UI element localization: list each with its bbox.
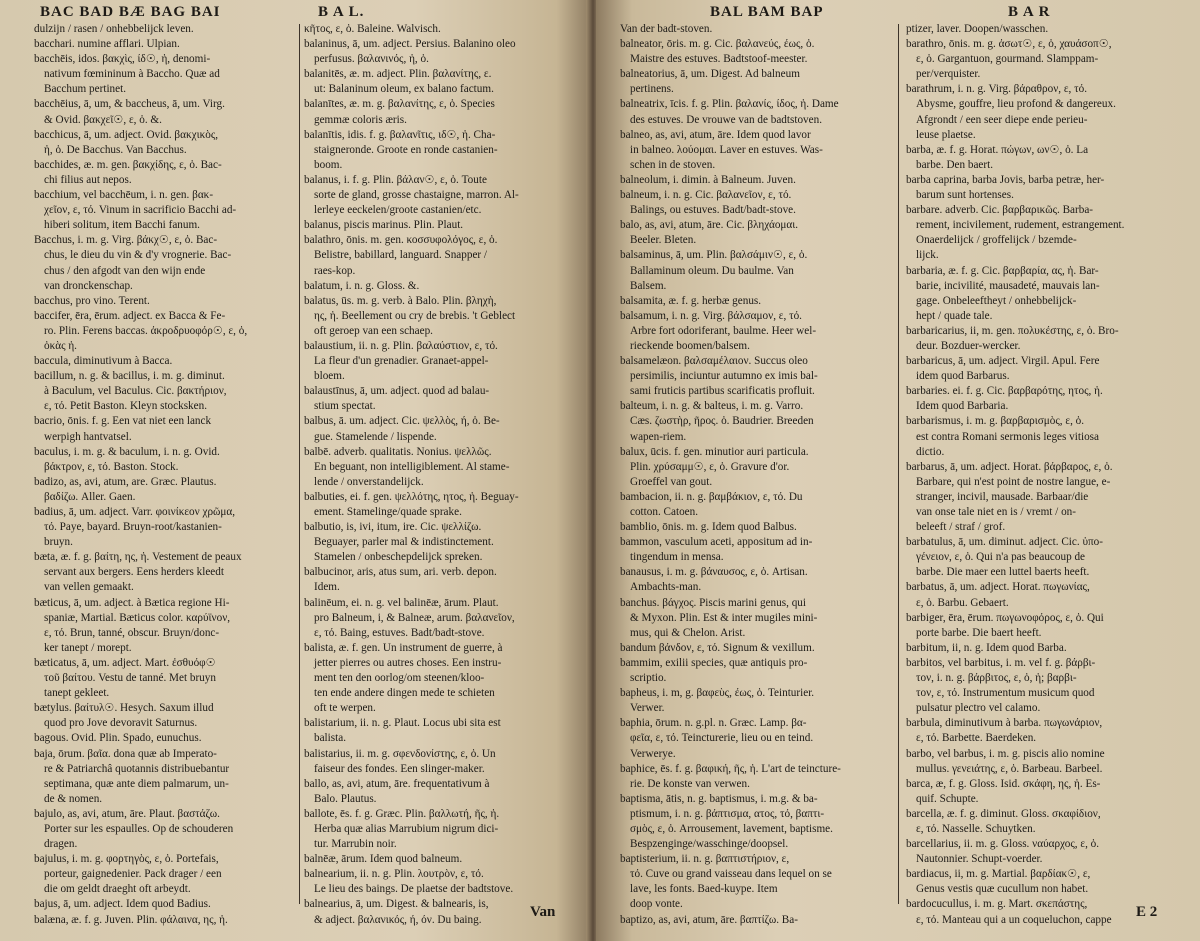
dictionary-line: balatum, i. n. g. Gloss. &.: [304, 279, 420, 292]
dictionary-line: barie, incivilité, mausadeté, mauvais lan-: [916, 279, 1100, 292]
dictionary-line: ement. Stamelinge/quade sprake.: [314, 506, 462, 518]
dictionary-line: balsamelæon. βαλσαμέλαιον. Succus oleo: [620, 355, 808, 368]
dictionary-line: bardocucullus, i. m. g. Mart. σκεπάστης,: [906, 898, 1088, 911]
dictionary-line: barbitos, vel barbitus, i. m. vel f. g. βάρβι-: [906, 656, 1096, 669]
dictionary-line: barbe. Die maer een luttel baerts heeft.: [916, 566, 1090, 579]
dictionary-line: En beguant, non intelligiblement. Al stame-: [314, 460, 510, 473]
dictionary-line: ε, τό. Manteau qui a un coqueluchon, cappe: [916, 913, 1112, 926]
dictionary-line: van dronckenschap.: [44, 279, 133, 292]
dictionary-line: dragen.: [44, 838, 78, 851]
dictionary-line: porteur, gaignedenier. Pack drager / een: [44, 868, 222, 881]
dictionary-line: Bacchus, i. m. g. Virg. βάκχ☉, ε, ὁ. Bac-: [34, 234, 218, 247]
dictionary-line: mullus. γενειάτης, ε, ὁ. Barbeau. Barbeel.: [916, 762, 1103, 775]
dictionary-line: persimilis, inciuntur autumno ex imis bal-: [630, 370, 818, 383]
dictionary-line: τό. Cuve ou grand vaisseau dans lequel on se: [630, 868, 832, 881]
dictionary-line: ballo, as, avi, atum, āre. frequentativum à: [304, 777, 490, 790]
dictionary-line: gemmæ coloris æris.: [314, 113, 407, 126]
dictionary-line: barbitum, ii, n. g. Idem quod Barba.: [906, 641, 1067, 654]
dictionary-line: bacchēis, idos. βακχὶς, ίδ☉, ἡ, denomi-: [34, 53, 211, 66]
dictionary-line: ε, τό. Baing, estuves. Badt/badt-stove.: [314, 626, 485, 639]
dictionary-line: ε, τό. Barbette. Baerdeken.: [916, 732, 1037, 745]
dictionary-line: balaustīnus, ā, um. adject. quod ad balau-: [304, 385, 490, 398]
dictionary-line: ptismum, i. n. g. βάπτισμα, ατος, τό, βαπτι-: [630, 807, 825, 820]
right-column-2: [906, 22, 1182, 928]
dictionary-line: bacchari. numine afflari. Ulpian.: [34, 38, 180, 51]
dictionary-line: barbo, vel barbus, i. m. g. piscis alio nomine: [906, 747, 1105, 760]
dictionary-line: Arbre fort odoriferant, baulme. Heer wel-: [630, 324, 817, 337]
dictionary-line: balaninus, ā, um. adject. Persius. Balanino oleo: [304, 38, 516, 51]
dictionary-line: Nautonnier. Schupt-voerder.: [916, 853, 1043, 866]
dictionary-line: doop vonte.: [630, 898, 683, 911]
dictionary-line: Maistre des estuves. Badtstoof-meester.: [630, 53, 808, 66]
dictionary-line: tur. Marrubin noir.: [314, 838, 397, 851]
dictionary-line: balistarius, ii. m. g. σφενδονίστης, ε, ὁ. Un: [304, 747, 496, 760]
dictionary-line: stium spectat.: [314, 400, 376, 413]
dictionary-line: pertinens.: [630, 83, 674, 96]
dictionary-line: σμὸς, ε, ὁ. Arrousement, lavement, baptisme.: [630, 822, 833, 835]
dictionary-line: baptisma, ātis, n. g. baptismus, i. m.g. & ba-: [620, 792, 818, 805]
dictionary-line: oft te werpen.: [314, 702, 376, 715]
dictionary-line: bajus, ā, um. adject. Idem quod Badius.: [34, 898, 211, 911]
dictionary-line: Belistre, babillard, languard. Snapper /: [314, 249, 488, 262]
dictionary-line: balux, ūcis. f. gen. minutior auri particula.: [620, 445, 809, 458]
dictionary-line: ε, τό. Nasselle. Schuytken.: [916, 822, 1036, 835]
dictionary-line: tanept gekleet.: [44, 687, 110, 700]
dictionary-line: τό. Paye, bayard. Bruyn-root/kastanien-: [44, 521, 222, 534]
dictionary-line: balbē. adverb. qualitatis. Nonius. ψελλῶς.: [304, 445, 492, 458]
right-column-1: [620, 22, 892, 928]
dictionary-line: badius, ā, um. adject. Varr. φοινίκεον χρῶμα,: [34, 506, 236, 518]
dictionary-line: septimana, quæ ante diem palmarum, un-: [44, 777, 229, 790]
dictionary-line: Balings, ou estuves. Badt/badt-stove.: [630, 204, 796, 217]
dictionary-line: Van der badt-stoven.: [620, 23, 713, 35]
running-head-right-edge: B A R: [1008, 4, 1051, 20]
dictionary-line: baptizo, as, avi, atum, āre. βαπτίζω. Ba-: [620, 913, 798, 926]
dictionary-line: Beeler. Bleten.: [630, 234, 697, 247]
dictionary-line: sami fruticis partibus scarificatis profluit.: [630, 385, 815, 398]
dictionary-line: balanītes, æ. m. g. βαλανίτης, ε, ὁ. Species: [304, 98, 495, 111]
dictionary-line: baphice, ēs. f. g. βαφική, ῆς, ἡ. L'art de teincture-: [620, 762, 841, 775]
dictionary-line: bacillum, n. g. & bacillus, i. m. g. diminut.: [34, 370, 225, 383]
running-head-left-center: B A L.: [318, 4, 365, 20]
dictionary-line: ὁκὰς ἡ.: [44, 339, 77, 352]
dictionary-line: balneatorius, ā, um. Digest. Ad balneum: [620, 68, 800, 81]
dictionary-line: Abysme, gouffre, lieu profond & dangereux.: [916, 98, 1116, 111]
dictionary-line: & Ovid. βακχεῖ☉, ε, ὁ. &.: [44, 113, 162, 126]
dictionary-line: ε, τό. Brun, tanné, obscur. Bruyn/donc-: [44, 626, 220, 639]
dictionary-line: mus, qui & Chelon. Arist.: [630, 626, 746, 639]
dictionary-line: baccifer, ēra, ērum. adject. ex Bacca & Fe-: [34, 309, 226, 322]
dictionary-line: bacchium, vel bacchēum, i. n. gen. βακ-: [34, 189, 214, 202]
dictionary-line: ης, ἡ. Beellement ou cry de brebis. 't Geblect: [314, 309, 516, 322]
dictionary-line: balanus, i. f. g. Plin. βάλαν☉, ε, ὁ. Toute: [304, 173, 487, 186]
dictionary-line: Balsem.: [630, 279, 667, 292]
dictionary-line: quod pro Jove devoravit Saturnus.: [44, 717, 198, 730]
dictionary-line: perfusus. βαλανινός, ἡ, ὁ.: [314, 53, 429, 66]
dictionary-line: servant aux bergers. Eens herders kleedt: [44, 566, 224, 579]
dictionary-line: bambacion, ii. n. g. βαμβάκιον, ε, τό. Du: [620, 490, 803, 503]
dictionary-line: bamblio, ōnis. m. g. Idem quod Balbus.: [620, 521, 797, 534]
dictionary-line: dictio.: [916, 445, 945, 458]
dictionary-line: barbarus, ā, um. adject. Horat. βάρβαρος, ε, ὁ.: [906, 460, 1113, 473]
dictionary-line: scriptio.: [630, 672, 667, 685]
dictionary-line: barbatus, ā, um. adject. Horat. πωγωνίας,: [906, 581, 1090, 594]
dictionary-line: ut: Balaninum oleum, ex balano factum.: [314, 83, 494, 96]
dictionary-line: balo, as, avi, atum, āre. Cic. βληχάομαι.: [620, 219, 799, 232]
dictionary-line: La fleur d'un grenadier. Granaet-appel-: [314, 355, 489, 368]
dictionary-line: bardiacus, ii, m. g. Martial. βαρδίακ☉, ε,: [906, 868, 1091, 881]
dictionary-line: barbaria, æ. f. g. Cic. βαρβαρία, ας, ἡ. Bar-: [906, 264, 1099, 277]
dictionary-line: bæta, æ. f. g. βαίτη, ης, ἡ. Vestement de peaux: [34, 551, 242, 564]
dictionary-line: barbula, diminutivum à barba. πωγωνάριον,: [906, 717, 1103, 730]
running-head-left: BAC BAD BÆ BAG BAI: [40, 4, 221, 20]
dictionary-line: bacchides, æ. m. gen. βακχίδης, ε, ὁ. Bac-: [34, 158, 222, 171]
dictionary-line: balanitēs, æ. m. adject. Plin. βαλανίτης, ε.: [304, 68, 492, 81]
dictionary-line: tingendum in mensa.: [630, 551, 724, 564]
dictionary-line: Verwer.: [630, 702, 665, 715]
dictionary-line: chus / den afgodt van den wijn ende: [44, 264, 206, 277]
dictionary-line: hept / quade tale.: [916, 309, 993, 322]
dictionary-line: lerleye eeckelen/groote castanien/etc.: [314, 204, 482, 217]
dictionary-line: spaniæ, Martial. Bæticus color. καρύϊνον,: [44, 611, 231, 624]
dictionary-line: barca, æ, f. g. Gloss. Isid. σκάφη, ης, ἡ. Es-: [906, 777, 1101, 790]
dictionary-line: baptisterium, ii. n. g. βαπτιστήριον, ε,: [620, 853, 790, 866]
dictionary-line: Idem quod Barbaria.: [916, 400, 1009, 413]
dictionary-line: balneum, i. n. g. Cic. βαλανεῖον, ε, τό.: [620, 189, 792, 202]
dictionary-line: pro Balneum, i, & Balneæ, arum. βαλανεῖον,: [314, 611, 515, 624]
dictionary-line: ἡ, ὁ. De Bacchus. Van Bacchus.: [44, 143, 187, 156]
dictionary-line: baculus, i. m. g. & baculum, i. n. g. Ovid.: [34, 445, 220, 458]
dictionary-line: Idem.: [314, 581, 340, 594]
dictionary-line: stranger, incivil, mausade. Barbaar/die: [916, 490, 1089, 503]
dictionary-line: ε, τό. Petit Baston. Kleyn stocksken.: [44, 400, 208, 413]
dictionary-line: Verwerye.: [630, 747, 676, 760]
dictionary-line: bæticatus, ā, um. adject. Mart. ἐσθυόφ☉: [34, 656, 216, 669]
left-page: [0, 0, 592, 941]
dictionary-line: baja, ōrum. βαῖα. dona quæ ab Imperato-: [34, 747, 217, 760]
dictionary-line: van vellen gemaakt.: [44, 581, 134, 594]
dictionary-line: lave, les fonts. Baed-kuype. Item: [630, 883, 778, 896]
dictionary-line: pulsatur plectro vel calamo.: [916, 702, 1041, 715]
dictionary-line: van onse tale niet en is / vremt / on-: [916, 506, 1077, 518]
dictionary-line: idem quod Barbarus.: [916, 370, 1010, 383]
dictionary-line: Bacchum pertinet.: [44, 83, 127, 96]
dictionary-line: Groeffel van gout.: [630, 475, 713, 488]
dictionary-line: balneator, ōris. m. g. Cic. βαλανεύς, έως, ὁ.: [620, 38, 815, 51]
dictionary-line: balsamita, æ. f. g. herbæ genus.: [620, 294, 762, 307]
dictionary-line: χεῖον, ε, τό. Vinum in sacrificio Bacchi ad-: [44, 204, 237, 217]
dictionary-line: Herba quæ alias Marrubium nigrum dici-: [314, 822, 499, 835]
dictionary-line: Barbare, qui n'est point de nostre langue, e-: [916, 475, 1111, 488]
dictionary-line: barathro, ōnis. m. g. ἀσωτ☉, ε, ὁ, χαυάσοπ☉,: [906, 38, 1112, 51]
dictionary-line: balnearius, ā, um. Digest. & balnearis, is,: [304, 898, 489, 911]
dictionary-line: balsaminus, ā, um. Plin. βαλσάμιν☉, ε, ὁ.: [620, 249, 808, 262]
dictionary-line: balista.: [314, 732, 347, 745]
left-column-2: [304, 22, 580, 928]
dictionary-line: barcella, æ. f. g. diminut. Gloss. σκαφίδιον,: [906, 807, 1101, 820]
dictionary-line: balinēum, ei. n. g. vel balinēæ, ārum. Plaut.: [304, 596, 499, 609]
signature-mark: E 2: [1136, 904, 1158, 920]
dictionary-line: per/verquister.: [916, 68, 981, 81]
dictionary-line: leuse plaetse.: [916, 128, 976, 141]
dictionary-line: hiberi solitum, item Bacchi fanum.: [44, 219, 200, 232]
dictionary-line: & Myxon. Plin. Est & inter mugiles mini-: [630, 611, 818, 624]
dictionary-line: Beguayer, parler mal & indistinctement.: [314, 536, 494, 549]
dictionary-line: est contra Romani sermonis leges vitiosa: [916, 430, 1100, 443]
dictionary-line: balteum, i. n. g. & balteus, i. m. g. Varro.: [620, 400, 804, 413]
dictionary-line: badizo, as, avi, atum, are. Græc. Plautus.: [34, 475, 217, 488]
dictionary-line: Plin. χρύσαμμ☉, ε, ὁ. Gravure d'or.: [630, 460, 790, 473]
dictionary-line: balanītis, idis. f. g. βαλανῖτις, ιδ☉, ἡ. Cha-: [304, 128, 496, 141]
dictionary-line: jetter pierres ou autres choses. Een instru-: [314, 656, 502, 669]
dictionary-line: Ballaminum oleum. Du baulme. Van: [630, 264, 794, 277]
dictionary-line: balbus, ā. um. adject. Cic. ψελλὸς, ή, ὁ. Be-: [304, 415, 500, 428]
dictionary-line: τοῦ βαίτου. Vestu de tanné. Met bruyn: [44, 672, 216, 685]
right-page: [596, 0, 1200, 941]
dictionary-line: rement, incivilement, rudement, estrangement.: [916, 219, 1125, 232]
dictionary-line: barbe. Den baert.: [916, 158, 994, 171]
dictionary-line: à Baculum, vel Baculus. Cic. βακτήριον,: [44, 385, 227, 398]
dictionary-line: balanus, piscis marinus. Plin. Plaut.: [304, 219, 464, 232]
dictionary-line: bandum βάνδον, ε, τό. Signum & vexillum.: [620, 641, 815, 654]
dictionary-line: schen in de stoven.: [630, 158, 716, 171]
dictionary-line: quif. Schupte.: [916, 792, 979, 805]
dictionary-line: ε, ὁ. Barbu. Gebaert.: [916, 596, 1009, 609]
dictionary-line: bagous. Ovid. Plin. Spado, eunuchus.: [34, 732, 202, 745]
dictionary-line: bætylus. βαίτυλ☉. Hesych. Saxum illud: [34, 702, 214, 715]
column-rule: [898, 24, 899, 904]
dictionary-line: Le lieu des baings. De plaetse der badtstove.: [314, 883, 514, 896]
dictionary-line: in balneo. λούομαι. Laver en estuves. Was-: [630, 143, 823, 156]
dictionary-line: Balo. Plautus.: [314, 792, 377, 805]
dictionary-line: bacrio, ōnis. f. g. Een vat niet een lanck: [34, 415, 212, 428]
dictionary-line: τον, ε, τό. Instrumentum musicum quod: [916, 687, 1095, 700]
dictionary-line: bruyn.: [44, 536, 73, 549]
dictionary-line: barathrum, i. n. g. Virg. βάραθρον, ε, τό.: [906, 83, 1088, 96]
dictionary-line: barcellarius, ii. m. g. Gloss. ναύαρχος, ε, ὁ.: [906, 838, 1100, 851]
dictionary-line: balnēæ, ārum. Idem quod balneum.: [304, 853, 463, 866]
dictionary-line: bacchicus, ā, um. adject. Ovid. βακχικὸς,: [34, 128, 219, 141]
dictionary-line: balista, æ. f. gen. Un instrument de guerre, à: [304, 641, 503, 654]
dictionary-line: werpigh hantvatsel.: [44, 430, 132, 443]
column-rule: [299, 24, 300, 904]
dictionary-line: balbutio, is, ivi, itum, ire. Cic. ψελλίζω.: [304, 521, 482, 534]
dictionary-line: balbucinor, aris, atus sum, ari. verb. depon.: [304, 566, 497, 579]
dictionary-line: barbiger, ēra, ērum. πωγωνοφόρος, ε, ὁ. Qui: [906, 611, 1104, 624]
dictionary-line: balnearium, ii. n. g. Plin. λουτρὸν, ε, τό.: [304, 868, 484, 881]
dictionary-line: staigneronde. Groote en ronde castanien-: [314, 143, 498, 156]
dictionary-line: Porter sur les espaulles. Op de schouderen: [44, 822, 234, 835]
dictionary-line: Cæs. ζωστὴρ, ῆρος. ὁ. Baudrier. Breeden: [630, 415, 814, 428]
dictionary-line: τον, i. n. g. βάρβιτος, ε, ὁ, ἡ; βαρβι-: [916, 672, 1077, 685]
dictionary-line: banausus, i. m. g. βάναυσος, ε, ὁ. Artisan.: [620, 566, 808, 579]
dictionary-line: chus, le dieu du vin & d'y vrognerie. Bac-: [44, 249, 232, 262]
dictionary-line: ptizer, laver. Doopen/wasschen.: [906, 23, 1049, 35]
dictionary-line: balneatrix, īcis. f. g. Plin. βαλανίς, ίδος, ἡ. Dame: [620, 98, 839, 111]
dictionary-line: des estuves. De vrouwe van de badtstoven.: [630, 113, 823, 126]
dictionary-line: re & Patriarchâ quotannis distribuebantur: [44, 762, 230, 775]
dictionary-line: bapheus, i. m, g. βαφεὺς, έως, ὁ. Teinturier.: [620, 687, 815, 700]
dictionary-line: dulzijn / rasen / onhebbelijck leven.: [34, 23, 194, 35]
dictionary-line: chi filius aut nepos.: [44, 173, 132, 186]
catchword: Van: [530, 904, 556, 920]
dictionary-line: porte barbe. Die baert heeft.: [916, 626, 1042, 639]
dictionary-line: bloem.: [314, 370, 345, 383]
dictionary-line: lijck.: [916, 249, 939, 262]
dictionary-line: barbatulus, ā, um. diminut. adject. Cic. ὑπο-: [906, 536, 1103, 549]
dictionary-line: baphia, ōrum. n. g.pl. n. Græc. Lamp. βα-: [620, 717, 807, 730]
dictionary-line: baccula, diminutivum à Bacca.: [34, 355, 173, 368]
dictionary-line: barbarismus, i. m. g. βαρβαρισμὸς, ε, ὁ.: [906, 415, 1085, 428]
dictionary-line: bæticus, ā, um. adject. à Bætica regione Hi-: [34, 596, 230, 609]
dictionary-line: bacchus, pro vino. Terent.: [34, 294, 150, 307]
dictionary-line: wapen-riem.: [630, 430, 687, 443]
dictionary-line: rie. De konste van verwen.: [630, 777, 750, 790]
dictionary-line: bajulus, i. m. g. φορτηγὸς, ε, ὁ. Portefais,: [34, 853, 219, 866]
dictionary-line: & adject. βαλανικός, ή, όν. Du baing.: [314, 913, 482, 926]
dictionary-line: rieckende boomen/balsem.: [630, 339, 750, 352]
dictionary-line: balatus, ūs. m. g. verb. à Balo. Plin. βληχὴ,: [304, 294, 497, 307]
dictionary-line: ballote, ēs. f. g. Græc. Plin. βαλλωτή, ῆς, ἡ.: [304, 807, 500, 820]
dictionary-line: ro. Plin. Ferens baccas. ἀκροδρυοφόρ☉, ε, ὁ,: [44, 324, 248, 337]
dictionary-line: bammon, vasculum aceti, appositum ad in-: [620, 536, 813, 549]
dictionary-line: de & nomen.: [44, 792, 103, 805]
dictionary-line: bacchēius, ā, um, & baccheus, ā, um. Virg.: [34, 98, 225, 111]
dictionary-line: Afgrondt / een seer diepe ende perieu-: [916, 113, 1088, 126]
dictionary-line: ten ende andere dingen mede te schieten: [314, 687, 495, 700]
dictionary-line: γένειον, ε, ὁ. Qui n'a pas beaucoup de: [916, 551, 1086, 564]
dictionary-line: gue. Stamelende / lispende.: [314, 430, 437, 443]
dictionary-line: κῆτος, ε, ὁ. Baleine. Walvisch.: [304, 23, 441, 35]
dictionary-line: balneo, as, avi, atum, āre. Idem quod lavor: [620, 128, 811, 141]
dictionary-line: deur. Bozduer-wercker.: [916, 339, 1021, 352]
dictionary-line: barum sunt hortenses.: [916, 189, 1014, 202]
dictionary-line: die om geldt draeght oft arbeydt.: [44, 883, 191, 896]
dictionary-line: bammim, exilii species, quæ antiquis pro-: [620, 656, 808, 669]
dictionary-line: sorte de gland, grosse chastaigne, marron. Al-: [314, 189, 519, 202]
dictionary-line: beleeft / straf / grof.: [916, 521, 1006, 534]
dictionary-line: gage. Onbeleeftheyt / onhebbelijck-: [916, 294, 1077, 307]
dictionary-line: cotton. Catoen.: [630, 506, 699, 518]
dictionary-line: banchus. βάγχος. Piscis marini genus, qui: [620, 596, 806, 609]
dictionary-line: nativum fœmininum à Baccho. Quæ ad: [44, 68, 220, 81]
dictionary-line: oft geroep van een schaep.: [314, 324, 433, 337]
dictionary-line: barba caprina, barba Jovis, barba petræ, her-: [906, 173, 1105, 186]
left-column-1: [34, 22, 294, 928]
dictionary-line: balathro, ōnis. m. gen. κοσσυφολόγος, ε, ὁ.: [304, 234, 498, 247]
dictionary-line: barbare. adverb. Cic. βαρβαρικῶς. Barba-: [906, 204, 1094, 217]
dictionary-line: raes-kop.: [314, 264, 356, 277]
dictionary-line: balbuties, ei. f. gen. ψελλότης, ητος, ἡ. Beguay-: [304, 490, 519, 503]
dictionary-line: balistarium, ii. n. g. Plaut. Locus ubi sita est: [304, 717, 501, 730]
dictionary-line: Ambachts-man.: [630, 581, 702, 594]
dictionary-line: Onaerdelijck / groffelijck / bzemde-: [916, 234, 1077, 247]
dictionary-line: faiseur des fondes. Een slinger-maker.: [314, 762, 485, 775]
dictionary-line: Stamelen / onbeschepdelijck spreken.: [314, 551, 483, 564]
dictionary-line: balsamum, i. n. g. Virg. βάλσαμον, ε, τό.: [620, 309, 802, 322]
dictionary-line: φεῖα, ε, τό. Teincturerie, lieu ou en teind.: [630, 732, 814, 745]
running-head-right: BAL BAM BAP: [710, 4, 824, 20]
dictionary-line: boom.: [314, 158, 343, 171]
dictionary-line: barbaricus, ā, um. adject. Virgil. Apul. Fere: [906, 355, 1100, 368]
dictionary-line: Bespzenginge/wasschinge/doopsel.: [630, 838, 789, 851]
dictionary-line: βάκτρον, ε, τό. Baston. Stock.: [44, 460, 179, 473]
dictionary-line: bajulo, as, avi, atum, āre. Plaut. βαστάζω.: [34, 807, 220, 820]
dictionary-line: barbaricarius, ii, m. gen. πολυκέστης, ε, ὁ. Bro-: [906, 324, 1119, 337]
dictionary-line: lende / onverstandelijck.: [314, 475, 424, 488]
dictionary-line: barba, æ. f. g. Horat. πώγων, ων☉, ὁ. La: [906, 143, 1089, 156]
dictionary-line: βαδίζω. Aller. Gaen.: [44, 490, 136, 503]
dictionary-line: ment ten den oorlog/om steenen/kloo-: [314, 672, 485, 685]
dictionary-line: barbaries. ei. f. g. Cic. βαρβαρότης, ητος, ἡ.: [906, 385, 1103, 398]
dictionary-line: balaustium, ii. n. g. Plin. βαλαύστιον, ε, τό.: [304, 339, 498, 352]
dictionary-line: ε, ὁ. Gargantuon, gourmand. Slamppam-: [916, 53, 1099, 66]
dictionary-line: balæna, æ. f. g. Juven. Plin. φάλαινα, ης, ἡ.: [34, 913, 228, 926]
dictionary-line: balneolum, i. dimin. à Balneum. Juven.: [620, 173, 796, 186]
dictionary-line: Genus vestis quæ cucullum non habet.: [916, 883, 1089, 896]
dictionary-line: ker tanept / morept.: [44, 641, 132, 654]
